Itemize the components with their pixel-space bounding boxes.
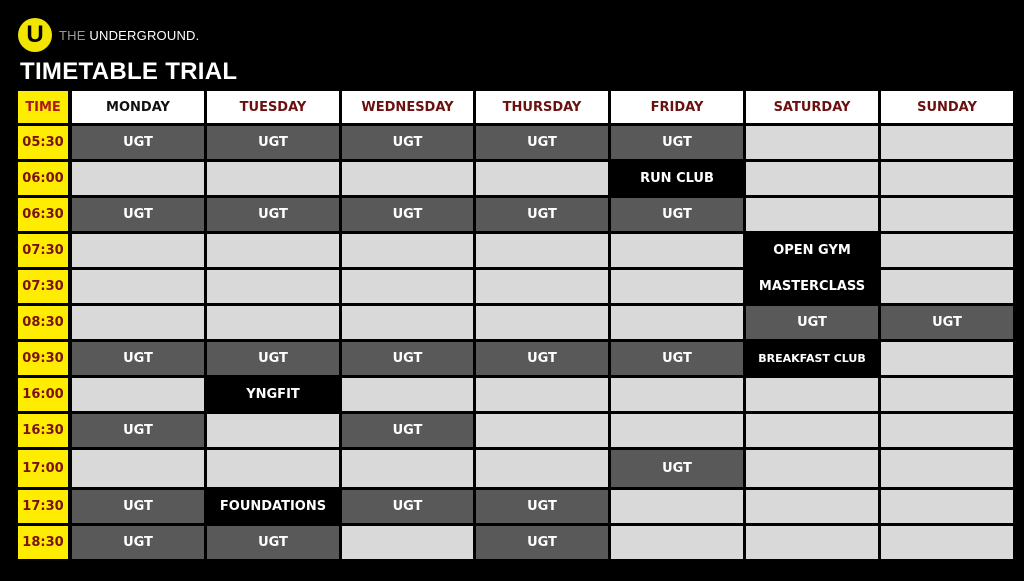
empty-slot — [881, 378, 1013, 411]
time-slot-label: 17:00 — [18, 450, 68, 487]
empty-slot — [881, 198, 1013, 231]
session-cell: UGT — [476, 490, 608, 523]
session-cell: UGT — [881, 306, 1013, 339]
time-slot-label: 17:30 — [18, 490, 68, 523]
empty-slot — [476, 270, 608, 303]
empty-slot — [611, 526, 743, 559]
empty-slot — [207, 270, 339, 303]
empty-slot — [881, 234, 1013, 267]
empty-slot — [611, 378, 743, 411]
empty-slot — [342, 270, 473, 303]
empty-slot — [476, 162, 608, 195]
empty-slot — [881, 342, 1013, 375]
session-cell: UGT — [342, 126, 473, 159]
session-cell: UGT — [207, 198, 339, 231]
session-cell: UGT — [476, 526, 608, 559]
empty-slot — [476, 414, 608, 447]
session-cell: UGT — [72, 414, 204, 447]
session-cell: UGT — [72, 342, 204, 375]
empty-slot — [72, 378, 204, 411]
empty-slot — [881, 126, 1013, 159]
session-cell: UGT — [72, 198, 204, 231]
session-cell: RUN CLUB — [611, 162, 743, 195]
session-cell: UGT — [611, 342, 743, 375]
session-cell: UGT — [72, 126, 204, 159]
session-cell: UGT — [207, 526, 339, 559]
empty-slot — [476, 450, 608, 487]
day-header-saturday: SATURDAY — [746, 91, 878, 123]
day-header-sunday: SUNDAY — [881, 91, 1013, 123]
empty-slot — [72, 270, 204, 303]
session-cell: UGT — [207, 126, 339, 159]
empty-slot — [72, 162, 204, 195]
logo-icon: U — [18, 18, 52, 52]
session-cell: YNGFIT — [207, 378, 339, 411]
empty-slot — [342, 450, 473, 487]
session-cell: UGT — [342, 342, 473, 375]
time-slot-label: 18:30 — [18, 526, 68, 559]
day-header-tuesday: TUESDAY — [207, 91, 339, 123]
session-cell: UGT — [72, 490, 204, 523]
day-header-friday: FRIDAY — [611, 91, 743, 123]
empty-slot — [881, 270, 1013, 303]
empty-slot — [207, 306, 339, 339]
time-slot-label: 07:30 — [18, 234, 68, 267]
time-slot-label: 08:30 — [18, 306, 68, 339]
empty-slot — [746, 378, 878, 411]
empty-slot — [207, 450, 339, 487]
session-cell: UGT — [476, 198, 608, 231]
day-header-thursday: THURSDAY — [476, 91, 608, 123]
session-cell: UGT — [342, 414, 473, 447]
empty-slot — [342, 526, 473, 559]
session-cell: FOUNDATIONS — [207, 490, 339, 523]
empty-slot — [207, 414, 339, 447]
session-cell: UGT — [746, 306, 878, 339]
empty-slot — [881, 162, 1013, 195]
time-slot-label: 16:00 — [18, 378, 68, 411]
time-slot-label: 16:30 — [18, 414, 68, 447]
day-header-monday: MONDAY — [72, 91, 204, 123]
time-slot-label: 07:30 — [18, 270, 68, 303]
empty-slot — [611, 234, 743, 267]
empty-slot — [881, 414, 1013, 447]
empty-slot — [746, 162, 878, 195]
empty-slot — [746, 490, 878, 523]
session-cell: UGT — [207, 342, 339, 375]
session-cell: UGT — [611, 126, 743, 159]
brand-prefix: THE — [59, 27, 86, 43]
session-cell: OPEN GYM — [746, 234, 878, 267]
brand-name: UNDERGROUND. — [85, 27, 200, 43]
empty-slot — [342, 306, 473, 339]
session-cell: BREAKFAST CLUB — [746, 342, 878, 375]
time-slot-label: 05:30 — [18, 126, 68, 159]
session-cell: UGT — [611, 198, 743, 231]
empty-slot — [476, 378, 608, 411]
empty-slot — [72, 306, 204, 339]
empty-slot — [342, 234, 473, 267]
empty-slot — [746, 126, 878, 159]
brand-text — [59, 28, 199, 43]
empty-slot — [611, 414, 743, 447]
session-cell: MASTERCLASS — [746, 270, 878, 303]
time-column-header: TIME — [18, 91, 68, 123]
empty-slot — [746, 414, 878, 447]
empty-slot — [72, 450, 204, 487]
empty-slot — [476, 306, 608, 339]
session-cell: UGT — [72, 526, 204, 559]
brand — [18, 18, 199, 52]
session-cell: UGT — [611, 450, 743, 487]
empty-slot — [881, 450, 1013, 487]
empty-slot — [881, 526, 1013, 559]
empty-slot — [746, 198, 878, 231]
empty-slot — [746, 526, 878, 559]
session-cell: UGT — [476, 342, 608, 375]
empty-slot — [207, 162, 339, 195]
empty-slot — [72, 234, 204, 267]
session-cell: UGT — [342, 198, 473, 231]
empty-slot — [611, 490, 743, 523]
empty-slot — [342, 378, 473, 411]
empty-slot — [611, 306, 743, 339]
empty-slot — [881, 490, 1013, 523]
empty-slot — [342, 162, 473, 195]
empty-slot — [746, 450, 878, 487]
empty-slot — [207, 234, 339, 267]
time-slot-label: 09:30 — [18, 342, 68, 375]
empty-slot — [476, 234, 608, 267]
session-cell: UGT — [342, 490, 473, 523]
empty-slot — [611, 270, 743, 303]
time-slot-label: 06:00 — [18, 162, 68, 195]
session-cell: UGT — [476, 126, 608, 159]
day-header-wednesday: WEDNESDAY — [342, 91, 473, 123]
time-slot-label: 06:30 — [18, 198, 68, 231]
page-title: TIMETABLE TRIAL — [20, 58, 238, 85]
